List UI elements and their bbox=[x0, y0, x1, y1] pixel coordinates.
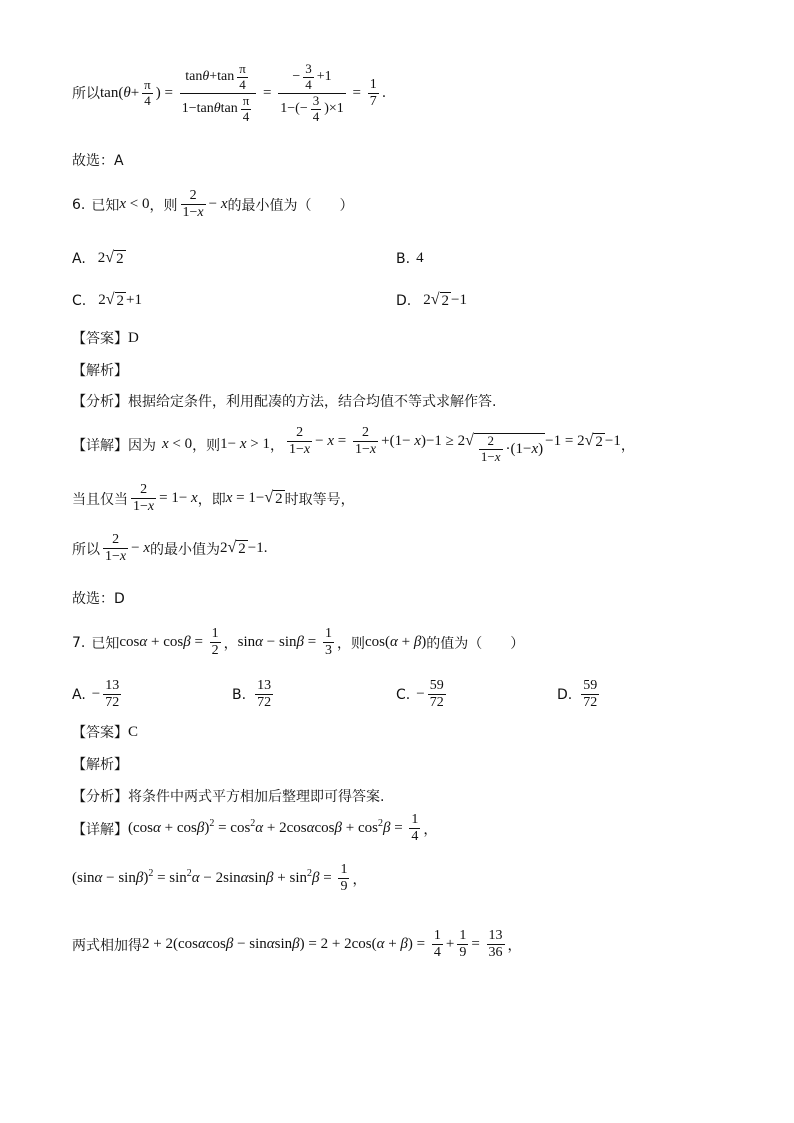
q6-option-d bbox=[396, 292, 467, 310]
q7-fenxi-tag: 【分析】 bbox=[72, 789, 128, 805]
q6-dangqie-eq: 2 1− x = 1− x bbox=[133, 482, 198, 515]
q6-expression: 2 1− x − x bbox=[182, 188, 228, 221]
q6-option-a-value: 2 √ 2 bbox=[97, 249, 124, 267]
q6-answer-value: D bbox=[128, 329, 139, 346]
q7-comma-2: ， bbox=[352, 871, 367, 888]
q7-stem bbox=[72, 626, 524, 659]
q7-option-d-label: D. bbox=[557, 686, 573, 703]
q7-option-d bbox=[557, 678, 602, 711]
tan-sum-result-line bbox=[72, 62, 386, 125]
q6-option-b-label: B. bbox=[396, 250, 411, 267]
q6-option-a bbox=[72, 250, 126, 268]
q6-suoyi-a: 所以 bbox=[72, 541, 100, 558]
q7-cond2: sinα − sinβ = $\frac{1}{3}$ bbox=[237, 626, 332, 659]
q7-option-b bbox=[232, 678, 276, 711]
q7-stem-b: ， bbox=[223, 635, 238, 652]
q6-xiangjie-tag: 【详解】 bbox=[72, 437, 128, 454]
q6-stem bbox=[72, 188, 354, 221]
q6-dangqie-c: 时取等号， bbox=[284, 491, 355, 508]
q6-xiangjie-a: 因为 bbox=[128, 437, 156, 454]
text-suoyi: 所以 bbox=[72, 86, 100, 103]
q7-eq1: $(\cos\alpha + \cos\beta)^2 = \cos^2\alpha + 2\cos\alpha\cos\beta + \cos^2\beta$ = $\frac{1}{4}$ bbox=[128, 812, 419, 845]
q7-stem-d: 的值为（ ） bbox=[426, 635, 525, 652]
q7-xiangjie-line1 bbox=[72, 812, 437, 845]
q7-option-a bbox=[72, 678, 124, 711]
q6-condition: x < 0 bbox=[119, 196, 150, 213]
q6-analysis-tag: 【解析】 bbox=[72, 363, 128, 379]
q6-fenxi bbox=[72, 391, 496, 411]
q7-stem-c: ，则 bbox=[336, 635, 365, 652]
q6-xiangjie bbox=[72, 425, 635, 465]
q7-option-d-value: $\frac{59}{72}$ bbox=[583, 678, 598, 711]
q6-option-b bbox=[396, 250, 424, 267]
q7-stem-a: 已知 bbox=[91, 635, 120, 652]
q7-comma-3: ， bbox=[507, 937, 522, 954]
q6-suoyi-value: 2 √ 2 −1. bbox=[220, 538, 268, 557]
q6-dangqie-x: x = 1− √ 2 bbox=[225, 488, 283, 507]
q7-eq3: 2 + 2(cosαcosβ − sinαsinβ) = 2 + 2cos(α + β) = $\frac{1}{4}$ + $\frac{1}{9}$ = $\frac{13}{36}$ bbox=[142, 928, 503, 961]
q6-xiangjie-b: ，则 bbox=[192, 437, 221, 454]
q6-dangqie-b: ，即 bbox=[197, 491, 226, 508]
q7-answer-tag: 【答案】 bbox=[72, 725, 128, 741]
q7-analysis-tag: 【解析】 bbox=[72, 757, 128, 773]
q6-option-c-label: C. bbox=[72, 293, 87, 309]
q6-suoyi-b: 的最小值为 bbox=[150, 541, 221, 558]
q6-option-b-value: 4 bbox=[416, 250, 424, 266]
q7-answer-value: C bbox=[128, 723, 139, 740]
q7-option-b-label: B. bbox=[232, 686, 247, 703]
q6-answer bbox=[72, 328, 139, 348]
q7-option-b-value: $\frac{13}{72}$ bbox=[257, 678, 272, 711]
q7-option-c bbox=[396, 678, 449, 711]
q7-cond1: cosα + cosβ = $\frac{1}{2}$ bbox=[119, 626, 219, 659]
q6-equality-condition bbox=[72, 482, 355, 515]
formula-tan-sum: tan(θ+ $\frac{\pi}{4}$ ) = tan θ +tan $\frac{\pi}{4}$ 1−tan θ tan $\frac{\pi}{4}$ = − $\frac{3}{4}$ +1 1−(− $\frac{3}{4}$ )×1 = $\frac{1}{7}$ bbox=[100, 61, 377, 124]
q6-guxuan: 故选：D bbox=[72, 591, 125, 607]
q6-fenxi-tag: 【分析】 bbox=[72, 394, 128, 410]
q6-suoyi-expr: 2 1− x − x bbox=[105, 532, 151, 565]
q6-option-c-value: 2 √ 2 +1 bbox=[98, 291, 142, 309]
q6-fenxi-text: 根据给定条件，利用配凑的方法，结合均值不等式求解作答. bbox=[128, 394, 497, 410]
q6-conclusion bbox=[72, 532, 268, 565]
guxuan-a: 故选：A bbox=[72, 153, 124, 169]
q7-answer bbox=[72, 722, 138, 742]
q6-number: 6. bbox=[72, 196, 86, 213]
q6-option-d-label: D. bbox=[396, 293, 412, 309]
q7-option-c-label: C. bbox=[396, 686, 411, 703]
text-period: . bbox=[381, 85, 387, 102]
q6-xiangjie-cond2: 1− x > 1 bbox=[220, 436, 270, 453]
q7-xiangjie-line2 bbox=[72, 862, 366, 895]
q7-sum-a: 两式相加得 bbox=[72, 937, 142, 954]
q7-fenxi-text: 将条件中两式平方相加后整理即可得答案. bbox=[128, 789, 385, 805]
q7-option-c-value: − $\frac{59}{72}$ bbox=[416, 678, 444, 711]
q7-number: 7. bbox=[72, 634, 86, 651]
q6-dangqie-a: 当且仅当 bbox=[72, 491, 128, 508]
q6-option-c bbox=[72, 292, 142, 310]
q7-target: cos(α + β) bbox=[364, 634, 427, 651]
q7-comma-1: ， bbox=[423, 821, 438, 838]
q6-xiangjie-derivation: 2 1− x − x = 2 1− x +(1− x)−1 ≥ 2 √ 2 1− x ·(1− x ) −1 = 2 √ 2 −1 bbox=[289, 425, 621, 464]
q6-option-a-label: A. bbox=[72, 251, 86, 267]
q6-answer-tag: 【答案】 bbox=[72, 331, 128, 347]
q7-xiangjie-tag: 【详解】 bbox=[72, 821, 128, 838]
q6-xiangjie-comma: ， bbox=[620, 437, 635, 454]
q7-option-a-value: − $\frac{13}{72}$ bbox=[91, 678, 120, 711]
q6-xiangjie-cond: x < 0 bbox=[162, 436, 193, 453]
q7-option-a-label: A. bbox=[72, 686, 86, 703]
q7-eq2: $(\sin\alpha - \sin\beta)^2 = \sin^2\alpha - 2\sin\alpha\sin\beta + \sin^2\beta$ = $\frac{1}{9}$ bbox=[72, 862, 348, 895]
q6-xiangjie-c: ， bbox=[270, 437, 284, 454]
q6-stem-a: 已知 bbox=[91, 197, 120, 214]
q7-xiangjie-line3 bbox=[72, 928, 522, 961]
q6-stem-b: ，则 bbox=[149, 197, 178, 214]
q7-fenxi bbox=[72, 786, 384, 806]
q6-stem-c: 的最小值为（ ） bbox=[227, 197, 354, 214]
q6-option-d-value: 2 √ 2 −1 bbox=[423, 291, 467, 309]
